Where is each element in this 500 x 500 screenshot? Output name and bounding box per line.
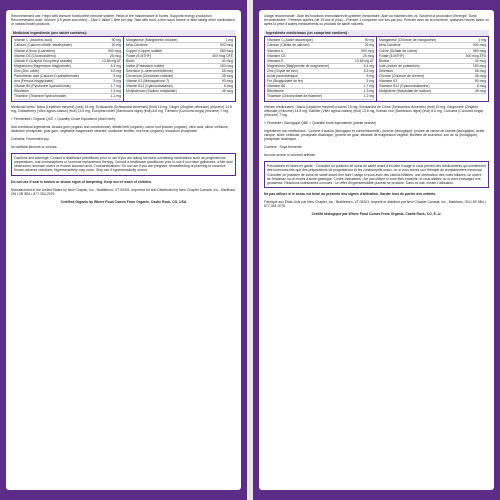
ingredient-row (267, 94, 374, 99)
ingredient-name: Thiamine (Thiamine hydrochloride) (14, 94, 67, 99)
ingredient-name: Vitamine A (267, 48, 284, 53)
ingredient-name: Vitamine C (Acide ascorbique) (267, 38, 313, 43)
recommended-use: Recommended use: Helps with immune function/the immune system. Helps in the maintenance of bones. Supports energy production. Recommended dose: Women (19 years and older) – Take 1 tablet 1 time per day. Take with food, a few hours before or after taking other medications or natural health products. (11, 14, 236, 27)
ingredient-amount: 1.7 mg (110, 84, 121, 89)
ingredient-amount: 35 mcg (221, 74, 233, 79)
ingredient-amount: 26 mg (364, 43, 374, 48)
ingredient-name: Folate (5-MTHF) (379, 53, 405, 58)
ingredient-amount: 55 mcg (221, 68, 233, 73)
ingredients-column-1 (12, 37, 123, 100)
ingredient-name: Riboflavine (267, 89, 284, 94)
ingredients-column-1 (265, 37, 376, 100)
ingredient-row (379, 89, 486, 94)
ingredient-name: Zinc (Zinc oxide) (14, 68, 40, 73)
ingredient-name: Molybdène (Molybdate de sodium) (379, 89, 432, 94)
label-content-english (6, 10, 241, 490)
cautions-warnings: Cautions and warnings: Consult a healthcare practitioner prior to use if you are taking hormone-containing medications such as progesterone preparations, oral contraceptives or hormone replacement therapy. Consult a healthcare practitioner prior to use if you have gallstones, a bile duct obstruction, stomach ulcers or excess stomach acid. Contraindications: Do not use if you are pregnant, breastfeeding or planning to conceive. Known adverse reactions: Hypersensitivity may occur. Stop use if hypersensitivity occurs. (11, 153, 236, 175)
ingredient-name: beta-Carotene (126, 43, 148, 48)
ingredient-amount: 26 mg (111, 43, 121, 48)
ingredient-name: Iode (Iodure de potassium) (379, 63, 420, 68)
ingredient-name: Selenium (L-selenomethionine) (126, 68, 173, 73)
ingredient-name: Calcium (Calcium citrate, tetrahydrate) (14, 43, 72, 48)
medicinal-herbs: Medicinal herbs: Maca (Lepidium meyenii) (root) 15 mg, Schisandra (Schisandra chinensis) (fruit) 15 mg, Ginger (Zingiber officinale) (rhizome) 14.8 mg, Chasteberry (Vitex agnus-castus) (fruit) 13.5 mg, European elder (Sambucus nigra) (fruit) 8.6 mg, Turmeric (Curcuma longa) (rhizome) 7 mg. (11, 104, 232, 113)
ingredient-amount: 90 mg (364, 38, 374, 43)
no-artificial: Aucune arôme ni colorant artificiel. (264, 153, 317, 158)
ingredient-row (126, 89, 233, 94)
non-medicinal-ingredients: Ingrédients non médicinaux : Gomme d'acacia (biologique et conventionnelle), luzerne (biologique), poudre de racine de carotte (biologique), acide citrique, silice, cellulose, phosphate dicalcique, gomme de guar, stéarate de magnésium végétal, lécithine de tournesol, son de riz (biologique), phosphate tricalcique. (264, 128, 485, 142)
ingredient-name: Biotin (126, 58, 135, 63)
ingredient-name: Vitamin A (from β-carotene) (14, 48, 56, 53)
ingredient-amount: 35 mcg (474, 74, 486, 79)
ingredient-name: Chromium (Chromium chloride) (126, 74, 174, 79)
ingredient-amount: 90 mg (111, 38, 121, 43)
organic-certification: Certified Organic by Where Food Comes From Organic, Castle Rock, CO, USA (60, 199, 187, 204)
ingredient-amount: 25 mcg (109, 53, 121, 58)
ingredient-name: Vitamin C (Ascorbic acid) (14, 38, 52, 43)
ingredient-amount: 5,5 mg (363, 68, 374, 73)
ingredient-name: bêta-Carotène (379, 43, 401, 48)
ingredient-name: Manganèse (Chlorure de manganèse) (379, 38, 437, 43)
ingredient-name: Vitamin E (d-alpha Tocopheryl acetate) (14, 58, 73, 63)
ingredient-amount: 1 mg (225, 38, 233, 43)
ingredient-amount: 5 mg (113, 79, 121, 84)
ingredient-amount: 6 mcg (476, 84, 486, 89)
ingredient-name: Acide pantothénique (267, 74, 298, 79)
ingredients-header: Ingrédients médicinaux (un comprimé contient) : (264, 30, 489, 36)
ingredient-amount: 1,7 mg (363, 84, 374, 89)
ingredient-name: Vitamin D3 (Cholecalciferol) (14, 53, 56, 58)
ingredient-amount: 90 mcg (221, 79, 233, 84)
contains: Contient : Soya fermenté. (264, 145, 303, 150)
organic-certification: Certifié biologique par Where Food Comes From Organic, Castle Rock, CO, É.-U. (311, 212, 442, 217)
non-medicinal-ingredients: Non-medicinal ingredients: Acacia gum (organic and conventional), alfalfa herb (organic), carrot root powder (organic), citric acid, silica, cellulose, dicalcium phosphate, guar gum, vegetable magnesium stearate, sunflower lecithin, rice bran (organic), tricalcium phosphate. (11, 124, 229, 133)
ingredient-amount: 13,65 mg AT (355, 58, 374, 63)
ingredient-amount: 6,4 mg (363, 63, 374, 68)
ingredient-name: Iodine (Potassium iodide) (126, 63, 165, 68)
seal-warning: Do not use if seal is broken or shows signs of tampering. Keep out of reach of children. (11, 179, 152, 184)
legend: † Fermented • Organic QCE = Quantity Crude Equivalent (dried herb) (11, 116, 116, 121)
label-panel-french (253, 0, 500, 500)
ingredient-amount: 6.4 mg (110, 63, 121, 68)
ingredient-amount: 30 mcg (221, 58, 233, 63)
ingredient-name: Iron (Ferrous bisglycinate) (14, 79, 54, 84)
ingredient-amount: 5 mg (113, 74, 121, 79)
ingredients-column-2 (123, 37, 235, 100)
ingredient-name: Biotine (379, 58, 390, 63)
ingredient-amount: 150 mcg (472, 63, 486, 68)
ingredient-name: Cuivre (Sulfate de cuivre) (379, 48, 418, 53)
ingredient-amount: 550 mcg (472, 48, 486, 53)
ingredient-name: Vitamine K2 (379, 79, 398, 84)
ingredient-amount: 1,2 mg (363, 94, 374, 99)
ingredient-name: Thiamine (Chlorhydrate de thiamine) (267, 94, 323, 99)
legend: † Fermenté • Biologique QBE = Quantité brute équivalente (plante séchée) (264, 120, 377, 125)
ingredient-name: Copper (Copper sulfate) (126, 48, 163, 53)
ingredient-name: Sélénium (379, 68, 394, 73)
ingredient-amount: 5.5 mg (110, 68, 121, 73)
manufacturer-info: Fabriqué aux États-Unis par New Chapter, Inc., Brattleboro, VT 05301. Importé et distribué par New Chapter Canada, Inc., Markham, ON L3R 5B4 • 877-354-2076 (264, 199, 486, 208)
ingredient-amount: 1.2 mg (110, 94, 121, 99)
ingredient-amount: 400 mcg DFE (212, 53, 233, 58)
ingredient-name: Vitamin B12 (Cyanocobalamin) (126, 84, 173, 89)
ingredient-amount: 400 mcg ÉFA (465, 53, 486, 58)
ingredient-name: Fer (Bisglycinate de fer) (267, 79, 303, 84)
ingredient-row (14, 94, 121, 99)
ingredient-amount: 90 mcg (474, 79, 486, 84)
ingredient-name: Magnesium (Magnesium bisglycinate) (14, 63, 71, 68)
recommended-use: Usage recommandé : Aide les fonctions immunitaires/le système immunitaire. Aide au maintien des os. Soutient la production d'énergie. Dose recommandée : Femmes adultes (de 19 ans et plus) – Prendre 1 comprimé une fois par jour. Prendre avec de la nourriture, quelques heures avant ou après la prise d'autres médicaments ou produits de santé naturels. (264, 14, 489, 27)
ingredient-amount: 13.65 mg AT (102, 58, 121, 63)
ingredient-name: Vitamine B6 (267, 84, 286, 89)
ingredient-amount: 900 mcg (219, 43, 233, 48)
ingredients-header: Medicinal ingredients (one tablet contains): (11, 30, 236, 36)
ingredient-name: Vitamine E (267, 58, 284, 63)
ingredients-column-2 (376, 37, 488, 100)
ingredient-name: Vitamine D3 (267, 53, 286, 58)
contains: Contains: Fermented soy. (11, 136, 50, 141)
ingredient-amount: 150 mcg (219, 63, 233, 68)
ingredient-amount: 5 mg (366, 74, 374, 79)
ingredient-name: Pantothenic acid (Calcium D-pantothenate) (14, 74, 79, 79)
ingredient-amount: 1 mg (478, 38, 486, 43)
medicinal-herbs: Herbes médicinales : Maca (Lepidium meyenii) (racine) 15 mg, Schisandra de Chine (Schisandra chinensis) (fruit) 15 mg, Gingembre (Zingiber officinale) (rhizome) 14,8 mg, Gattilier (Vitex agnus-castus) (fruit) 13,5 mg, Sureau noir (Sambucus nigra) (fruit) 8,6 mg, Curcuma (Curcuma longa) (rhizome) 7 mg. (264, 104, 484, 117)
ingredient-amount: 1,3 mg (363, 89, 374, 94)
ingredient-amount: 30 mcg (474, 58, 486, 63)
ingredient-amount: 900 mcg (360, 48, 374, 53)
ingredient-name: Vitamin B6 (Pyridoxine hydrochloride) (14, 84, 71, 89)
ingredient-name: Molybdenum (Sodium molybdate) (126, 89, 177, 94)
ingredient-name: Folate (5-MTHF) (126, 53, 152, 58)
label-content-french (259, 10, 494, 490)
ingredient-amount: 6 mcg (223, 84, 233, 89)
ingredient-amount: 25 mcg (362, 53, 374, 58)
ingredient-name: Vitamine B12 (Cyanocobalamine) (379, 84, 430, 89)
ingredients-table (11, 36, 236, 101)
cautions-warnings: Précautions et mises en garde : Consulter un praticien de soins de santé avant d'en faire l'usage si vous prenez des médicaments qui contiennent des hormones tels que des préparations de progestérone et les contraceptifs oraux, ou si vous suivez une thérapie de remplacement hormonal. Consulter un praticien de soins de santé avant d'en faire l'usage si vous avez des calculs biliaires, une obstruction des voies biliaires, un ulcère de l'estomac ou un excès d'acide gastrique. Contre-indications : Ne pas utiliser si vous êtes enceinte, si vous allaitez ou si vous envisagez une grossesse. Réactions indésirables connues : Un effet d'hypersensibilité pourrait se produire. Dans ce cas, cesser l'utilisation. (264, 161, 489, 187)
ingredient-name: Magnésium (Bisglycinate de magnésium) (267, 63, 329, 68)
ingredient-amount: 5 mg (366, 79, 374, 84)
ingredient-name: Riboflavin (14, 89, 29, 94)
ingredient-name: Vitamin K2 (Menaquinone-7) (126, 79, 170, 84)
ingredient-name: Zinc (Oxyde de zinc) (267, 68, 299, 73)
ingredient-name: Manganese (Manganese chloride) (126, 38, 178, 43)
ingredients-table (264, 36, 489, 101)
ingredient-amount: 55 mcg (474, 68, 486, 73)
ingredient-name: Chrome (Chlorure de chrome) (379, 74, 425, 79)
ingredient-amount: 45 mcg (221, 89, 233, 94)
no-artificial: No artificial flavours or colours. (11, 145, 58, 150)
ingredient-amount: 1.3 mg (110, 89, 121, 94)
seal-warning: Ne pas utiliser si le sceau est brisé ou présente des signes d'altération. Garder hors de portée des enfants. (264, 191, 437, 196)
ingredient-amount: 900 mcg (107, 48, 121, 53)
label-panel-english (0, 0, 247, 500)
ingredient-amount: 900 mcg (472, 43, 486, 48)
ingredient-name: Calcium (Citrate de calcium) (267, 43, 310, 48)
manufacturer-info: Manufactured in the United States by New Chapter, Inc., Brattleboro, VT 05301. Imported for and Distributed by New Chapter Canada, Inc., Markham, ON L3R 5B4 • 877-354-2076 (11, 187, 236, 196)
ingredient-amount: 550 mcg (219, 48, 233, 53)
ingredient-amount: 45 mcg (474, 89, 486, 94)
